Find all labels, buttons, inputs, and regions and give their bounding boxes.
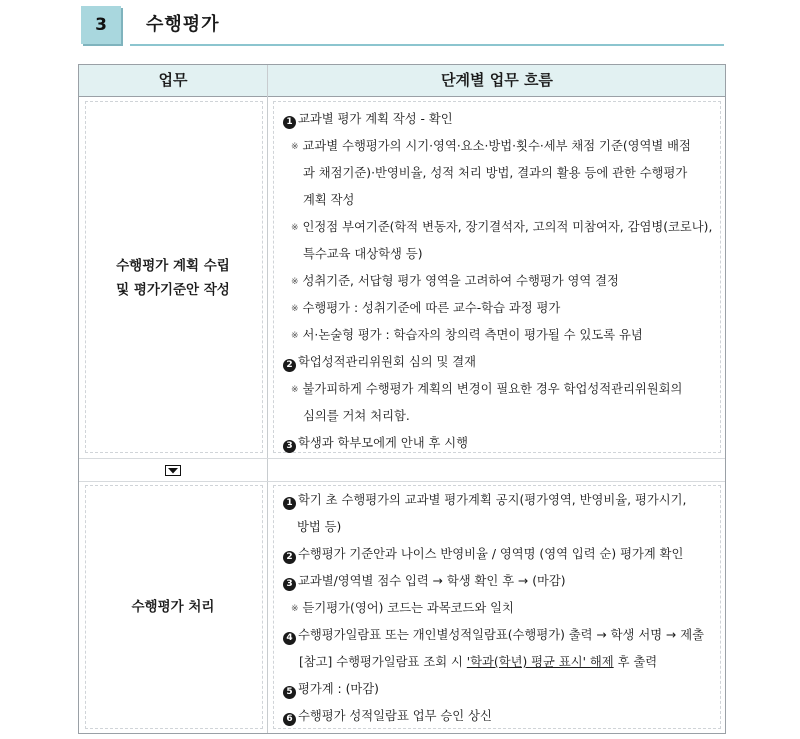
note-item <box>291 218 712 237</box>
step-text: 학생과 학부모에게 안내 후 시행 <box>298 436 469 450</box>
step-continuation: 방법 등) <box>297 520 342 534</box>
note-item <box>291 137 691 156</box>
task-label-line: 및 평가기준안 작성 <box>116 282 230 298</box>
step-number: 1 <box>283 497 296 510</box>
step-item <box>283 572 566 591</box>
step-number: 4 <box>283 632 296 645</box>
step-text: 학업성적관리위원회 심의 및 결재 <box>298 355 477 369</box>
section-title-underline <box>130 44 724 46</box>
note-text: 불가피하게 수행평가 계획의 변경이 필요한 경우 학업성적관리위원회의 <box>302 382 683 396</box>
task-label <box>79 254 267 302</box>
header-flow: 단계별 업무 흐름 <box>441 71 553 89</box>
step-item <box>283 434 468 453</box>
note-bullet: ※ <box>291 385 299 395</box>
note-item <box>291 380 682 399</box>
note-item <box>291 299 560 318</box>
step-text: 교과별 평가 계획 작성 - 확인 <box>298 112 453 126</box>
task-label-line: 수행평가 처리 <box>131 599 215 615</box>
header-task: 업무 <box>158 71 188 89</box>
step-number: 5 <box>283 686 296 699</box>
note-text: 서·논술형 평가 : 학습자의 창의력 측면이 평가될 수 있도록 유념 <box>302 328 643 342</box>
step-text: 학기 초 수행평가의 교과별 평가계획 공지(평가영역, 반영비율, 평가시기, <box>298 493 687 507</box>
section-number: 3 <box>95 15 107 35</box>
step-text: 평가계 : (마감) <box>298 682 379 696</box>
note-text: 교과별 수행평가의 시기·영역·요소·방법·횟수·세부 채점 기준(영역별 배점 <box>302 139 691 153</box>
step-number: 3 <box>283 440 296 453</box>
column-divider <box>267 65 268 733</box>
step-number: 2 <box>283 359 296 372</box>
step-text: 수행평가 성적일람표 업무 승인 상신 <box>298 709 492 723</box>
note-continuation: 특수교육 대상학생 등) <box>303 247 423 261</box>
step-text: 수행평가 기준안과 나이스 반영비율 / 영역명 (영역 입력 순) 평가계 확인 <box>298 547 684 561</box>
note-item <box>291 272 619 291</box>
note-bullet: ※ <box>291 277 299 287</box>
reference-suffix: 후 출력 <box>613 655 658 669</box>
step-item <box>283 110 453 129</box>
note-continuation: 심의를 거쳐 처리함. <box>303 409 410 423</box>
step-item <box>283 491 686 510</box>
note-text: 인정점 부여기준(학적 변동자, 장기결석자, 고의적 미참여자, 감염병(코로나), <box>302 220 713 234</box>
note-text: 성취기준, 서답형 평가 영역을 고려하여 수행평가 영역 결정 <box>302 274 619 288</box>
step-number: 1 <box>283 116 296 129</box>
note-item <box>291 326 643 345</box>
step-number: 3 <box>283 578 296 591</box>
note-bullet: ※ <box>291 223 299 233</box>
step-item <box>283 353 476 372</box>
task-label-line: 수행평가 계획 수립 <box>116 258 230 274</box>
note-continuation: 계획 작성 <box>303 193 355 207</box>
note-text: 듣기평가(영어) 코드는 과목코드와 일치 <box>302 601 514 615</box>
section-number-badge <box>81 6 121 44</box>
workflow-table <box>78 64 726 734</box>
note-bullet: ※ <box>291 304 299 314</box>
step-number: 6 <box>283 713 296 726</box>
step-text: 교과별/영역별 점수 입력 → 학생 확인 후 → (마감) <box>298 574 566 588</box>
note-bullet: ※ <box>291 142 299 152</box>
task-label <box>79 595 267 619</box>
step-item <box>283 545 683 564</box>
step-number: 2 <box>283 551 296 564</box>
step-item <box>283 707 492 726</box>
note-continuation: 과 채점기준)·반영비율, 성적 처리 방법, 결과의 활용 등에 관한 수행평가 <box>303 166 688 180</box>
step-item <box>283 626 704 645</box>
table-header <box>79 65 725 97</box>
down-arrow-box-icon <box>165 465 181 476</box>
note-bullet: ※ <box>291 331 299 341</box>
reference-underlined: '학과(학년) 평균 표시' 해제 <box>466 655 614 669</box>
section-title: 수행평가 <box>146 14 220 35</box>
note-text: 수행평가 : 성취기준에 따른 교수-학습 과정 평가 <box>302 301 561 315</box>
row-separator <box>79 458 725 482</box>
step-item <box>283 680 379 699</box>
reference-note <box>299 653 657 671</box>
note-item <box>291 599 514 618</box>
reference-prefix: [참고] 수행평가일람표 조회 시 <box>299 655 467 669</box>
note-bullet: ※ <box>291 604 299 614</box>
step-text: 수행평가일람표 또는 개인별성적일람표(수행평가) 출력 → 학생 서명 → 제출 <box>298 628 704 642</box>
